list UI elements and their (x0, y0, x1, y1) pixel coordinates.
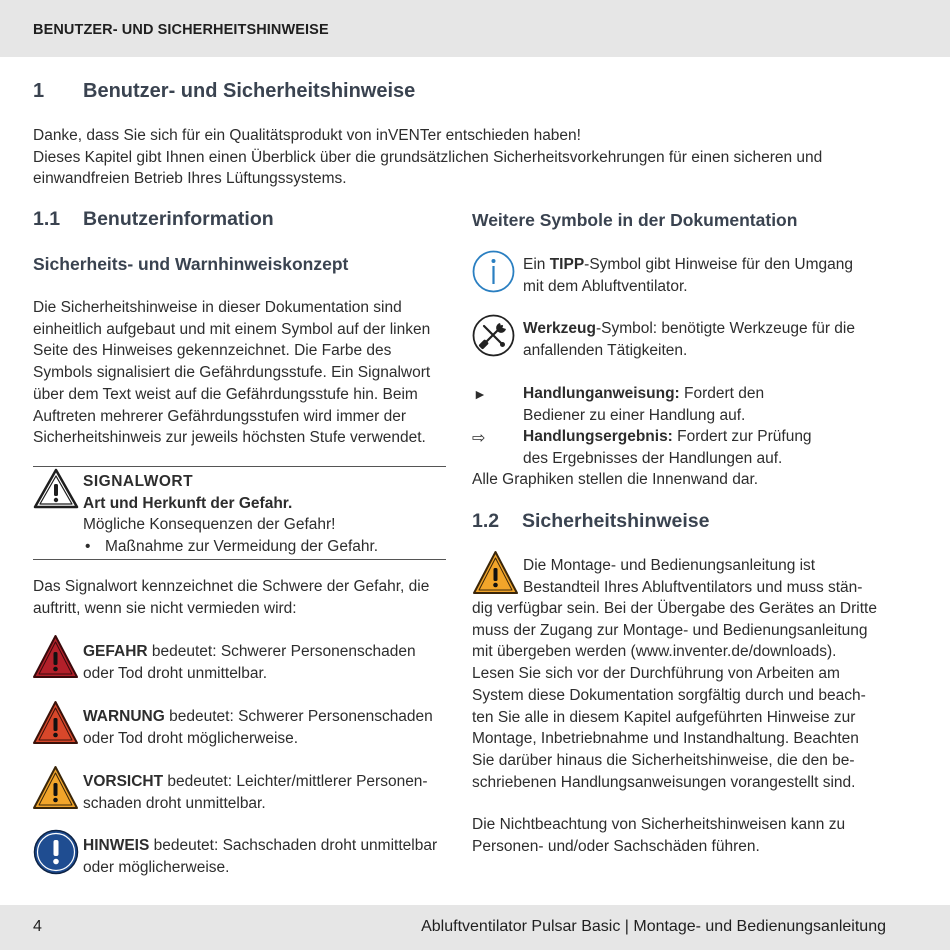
running-header: BENUTZER- UND SICHERHEITSHINWEISE (33, 22, 329, 38)
body-line: Bestandteil Ihres Abluftventilators und muss stän- (523, 578, 863, 596)
tip-keyword: TIPP (549, 256, 585, 273)
body-line: Auftreten mehrerer Gefährdungsstufen wird immer der (33, 407, 407, 425)
subsection-heading: Sicherheits- und Warnhinweiskonzept (33, 254, 349, 274)
section-1-2-heading (472, 510, 710, 533)
caution-icon (32, 765, 79, 815)
body-line: Die Nichtbeachtung von Sicherheitshinweisen kann zu (472, 816, 846, 833)
graphics-note: Alle Graphiken stellen die Innenwand dar. (472, 471, 759, 488)
body-line: System diese Dokumentation sorgfältig durch und beach- (472, 686, 866, 704)
intro-line: Dieses Kapitel gibt Ihnen einen Überblick über die grundsätzlichen Sicherheitsvorkehrungen für einen sicheren und (33, 148, 823, 166)
level-word: VORSICHT (83, 773, 164, 790)
section-title: Benutzerinformation (83, 208, 274, 230)
body-line: auftritt, wenn sie nicht vermieden wird: (33, 599, 297, 617)
body-line: Symbols signalisiert die Gefährdungsstufe. Ein Signalwort (33, 364, 431, 382)
tip-symbol-text (523, 254, 903, 297)
body-line: einheitlich aufgebaut und mit einem Symbol auf der linken (33, 320, 431, 338)
signal-word-label: SIGNALWORT (83, 473, 194, 490)
severity-intro (33, 576, 453, 619)
level-word: HINWEIS (83, 837, 150, 854)
intro-line: Danke, dass Sie sich für ein Qualitätsprodukt von inVENTer entschieden haben! (33, 127, 581, 144)
level-danger (83, 641, 453, 684)
level-desc: bedeutet: Schwerer Personenschaden (164, 708, 433, 725)
tool-desc: -Symbol: benötigte Werkzeuge für die (595, 320, 855, 337)
safety-notice-intro (523, 555, 903, 598)
action-instruction-text (523, 383, 903, 426)
warning-icon (32, 700, 79, 750)
hazard-consequences: Mögliche Konsequenzen der Gefahr! (83, 516, 336, 534)
level-desc-cont: schaden droht unmittelbar. (83, 794, 266, 812)
level-word: GEFAHR (83, 643, 148, 660)
level-word: WARNUNG (83, 708, 165, 725)
body-line: Montage, Inbetriebnahme und Instandhaltung. Beachten (472, 730, 859, 748)
result-desc: Fordert zur Prüfung (672, 428, 812, 445)
body-line: Sicherheitshinweis zur jeweils höchsten Stufe verwendet. (33, 429, 426, 447)
result-desc-cont: des Ergebnisses der Handlungen auf. (523, 449, 783, 467)
signal-word-text (83, 471, 378, 558)
signal-word-example-box (33, 466, 446, 560)
body-line: Das Signalwort kennzeichnet die Schwere der Gefahr, die (33, 578, 430, 595)
result-keyword: Handlungsergebnis: (523, 428, 673, 445)
level-caution (83, 771, 453, 814)
level-desc-cont: oder möglicherweise. (83, 858, 230, 876)
level-desc: bedeutet: Schwerer Personenschaden (147, 643, 416, 660)
body-line: Personen- und/oder Sachschäden führen. (472, 837, 760, 855)
body-line: dig verfügbar sein. Bei der Übergabe des Gerätes an Dritte (472, 600, 877, 617)
intro-line: einwandfreien Betrieb Ihres Lüftungssystems. (33, 170, 347, 188)
page-number: 4 (33, 918, 42, 935)
body-line: muss der Zugang zur Montage- und Bedienungsanleitung (472, 621, 868, 639)
chapter-heading (33, 80, 415, 103)
body-line: mit übergeben werden (www.inventer.de/downloads). (472, 643, 837, 661)
section-number: 1.2 (472, 510, 500, 532)
body-line: Lesen Sie sich vor der Durchführung von Arbeiten am (472, 665, 840, 683)
generic-warning-icon (33, 467, 79, 514)
body-line: Die Sicherheitshinweise in dieser Dokumentation sind (33, 299, 402, 316)
level-desc: bedeutet: Sachschaden droht unmittelbar (149, 837, 438, 854)
hazard-origin: Art und Herkunft der Gefahr. (83, 494, 293, 512)
action-desc-cont: Bediener zu einer Handlung auf. (523, 406, 746, 424)
footer-document-title: Abluftventilator Pulsar Basic | Montage- und Bedienungsanleitung (421, 918, 886, 935)
safety-notice-body (472, 598, 912, 793)
action-keyword: Handlunganweisung: (523, 385, 680, 402)
body-line: ten Sie alle in diesem Kapitel aufgeführten Hinweise zur (472, 708, 856, 726)
section-number: 1.1 (33, 208, 61, 230)
body-line: Sie darüber hinaus die Sicherheitshinweise, die den be- (472, 751, 855, 769)
section-title: Sicherheitshinweise (522, 510, 710, 532)
other-symbols-heading: Weitere Symbole in der Dokumentation (472, 210, 798, 230)
body-line: über dem Text weist auf die Gefährdungsstufe hin. Beim (33, 385, 418, 403)
action-result-text (523, 426, 903, 469)
level-notice (83, 835, 453, 878)
tool-keyword: Werkzeug (523, 320, 596, 337)
result-arrow-icon: ⇨ (472, 430, 486, 447)
tools-icon (472, 314, 515, 362)
hazard-measure (83, 536, 378, 558)
body-line: Seite des Hinweises gekennzeichnet. Die Farbe des (33, 342, 392, 360)
level-desc-cont: oder Tod droht möglicherweise. (83, 729, 299, 747)
level-desc-cont: oder Tod droht unmittelbar. (83, 664, 268, 682)
notice-icon (33, 829, 79, 880)
chapter-intro (33, 125, 923, 190)
caution-icon (472, 550, 519, 600)
danger-warning-icon (32, 634, 79, 684)
tool-symbol-text (523, 318, 903, 361)
measure-text: Maßnahme zur Vermeidung der Gefahr. (105, 538, 379, 556)
section-1-1-heading (33, 208, 274, 231)
bullet-marker: • (85, 538, 91, 556)
tip-desc: -Symbol gibt Hinweise für den Umgang (584, 256, 853, 273)
chapter-title: Benutzer- und Sicherheitshinweise (83, 80, 416, 102)
chapter-number: 1 (33, 80, 45, 102)
action-desc: Fordert den (679, 385, 765, 402)
safety-notice-closing (472, 814, 912, 857)
body-line: schriebenen Handlungsanweisungen vorangestellt sind. (472, 773, 856, 791)
tip-desc-cont: mit dem Abluftventilator. (523, 277, 688, 295)
tip-pre: Ein (523, 256, 550, 273)
tool-desc-cont: anfallenden Tätigkeiten. (523, 341, 688, 359)
body-line: Die Montage- und Bedienungsanleitung ist (523, 557, 816, 574)
level-desc: bedeutet: Leichter/mittlerer Personen- (163, 773, 428, 790)
level-warning (83, 706, 453, 749)
action-arrow-icon: ► (473, 386, 487, 402)
info-icon (472, 250, 515, 298)
safety-concept-text (33, 297, 453, 449)
